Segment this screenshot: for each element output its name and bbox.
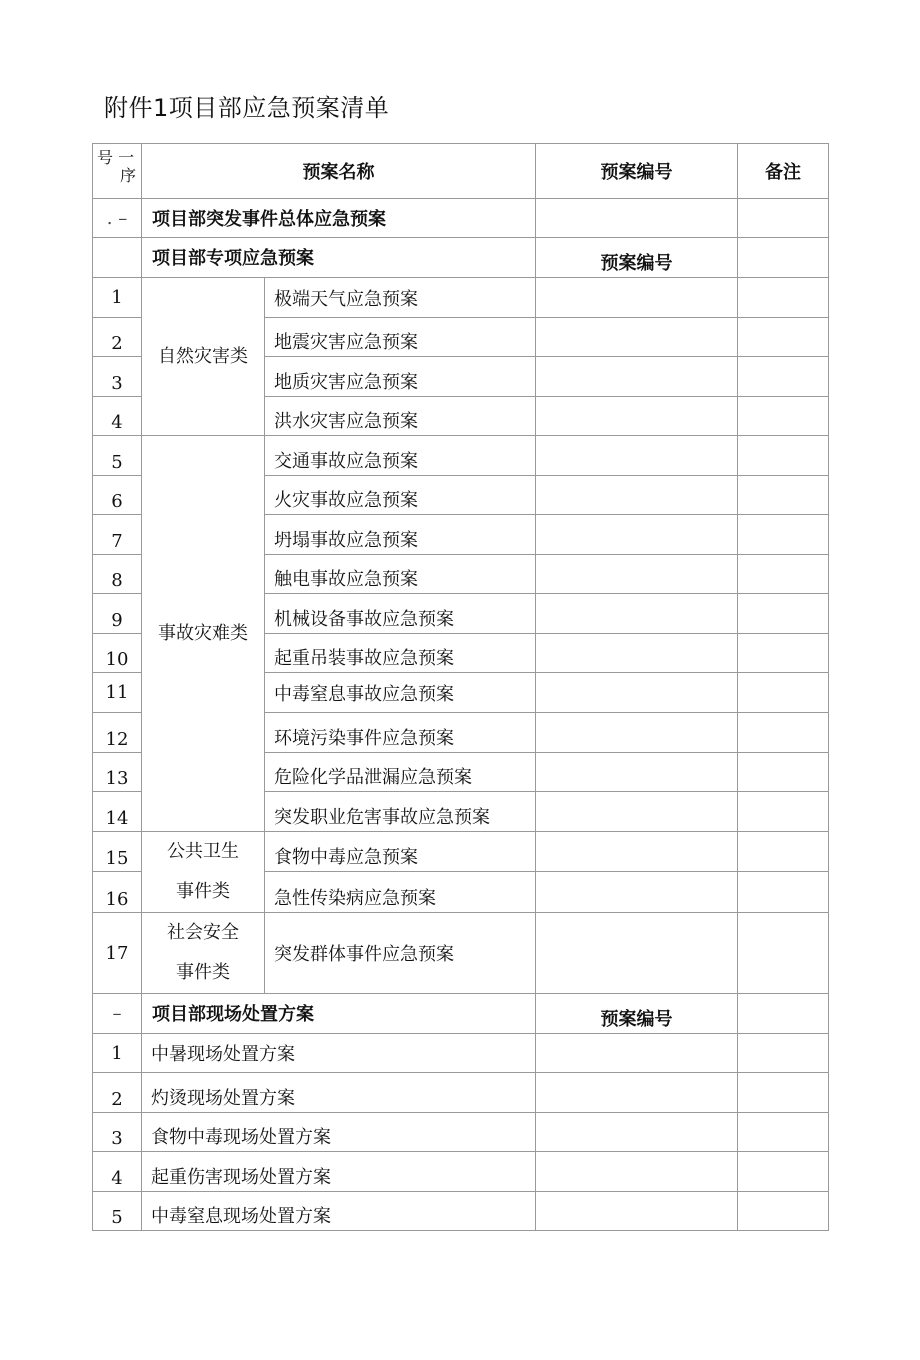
- plan-code-cell: [536, 436, 738, 476]
- plan-code-cell: [536, 713, 738, 753]
- plan-code-cell: [536, 1073, 738, 1113]
- row-seq: 1: [93, 278, 142, 318]
- plan-name: 交通事故应急预案: [265, 436, 536, 476]
- row-seq: 14: [93, 792, 142, 832]
- table-row: [93, 832, 829, 872]
- section-title: 项目部现场处置方案: [142, 994, 536, 1034]
- plan-name: 地质灾害应急预案: [265, 357, 536, 397]
- plan-code-cell: [536, 555, 738, 594]
- row-seq: 9: [93, 594, 142, 634]
- category-cell: 事故灾难类: [142, 436, 265, 832]
- table-row: [93, 913, 829, 994]
- plan-code-cell: [536, 673, 738, 713]
- row-seq: 15: [93, 832, 142, 872]
- plan-code-cell: [536, 515, 738, 555]
- row-seq: 4: [93, 397, 142, 436]
- note-cell: [738, 634, 829, 673]
- row-seq: 2: [93, 318, 142, 357]
- plan-name: 中暑现场处置方案: [142, 1034, 536, 1073]
- table-row: [93, 1034, 829, 1073]
- plan-code-cell: [536, 753, 738, 792]
- category-cell: [142, 832, 265, 913]
- section-title: 项目部突发事件总体应急预案: [142, 199, 536, 238]
- header-plan-code: 预案编号: [536, 144, 738, 199]
- note-cell: [738, 871, 829, 912]
- table-row: [93, 436, 829, 476]
- note-cell: [738, 713, 829, 753]
- note-cell: [738, 555, 829, 594]
- row-seq: 8: [93, 555, 142, 594]
- page-title: 附件1项目部应急预案清单: [104, 94, 390, 122]
- row-seq: 4: [93, 1152, 142, 1192]
- plan-name: 起重吊装事故应急预案: [265, 634, 536, 673]
- table-row: [93, 1192, 829, 1231]
- plan-code-cell: [536, 1034, 738, 1073]
- category-line: 事件类: [176, 962, 230, 983]
- plan-code-cell: [536, 476, 738, 515]
- row-seq: 16: [93, 871, 142, 912]
- plan-name: 急性传染病应急预案: [265, 871, 536, 912]
- plan-name: 极端天气应急预案: [265, 278, 536, 318]
- note-cell: [738, 1152, 829, 1192]
- table-header-row: [93, 144, 829, 199]
- plan-name: 地震灾害应急预案: [265, 318, 536, 357]
- note-cell: [738, 476, 829, 515]
- note-cell: [738, 1034, 829, 1073]
- plan-code-cell: [536, 278, 738, 318]
- section-row: [93, 994, 829, 1034]
- note-cell: [738, 594, 829, 634]
- note-cell: [738, 792, 829, 832]
- plan-code-cell: [536, 199, 738, 238]
- header-seq-top: 号 一: [97, 148, 135, 167]
- plan-code-cell: [536, 634, 738, 673]
- header-plan-name: 预案名称: [142, 144, 536, 199]
- section-row: [93, 238, 829, 278]
- row-seq: 10: [93, 634, 142, 673]
- plan-code-cell: [536, 357, 738, 397]
- row-seq: 5: [93, 1192, 142, 1231]
- category-cell: [142, 913, 265, 994]
- header-seq-bottom: 序: [120, 166, 137, 185]
- table-row: [93, 1113, 829, 1152]
- row-seq: 3: [93, 1113, 142, 1152]
- plan-code-cell: [536, 318, 738, 357]
- section-code-label: 预案编号: [536, 994, 738, 1034]
- note-cell: [738, 1192, 829, 1231]
- row-seq: 1: [93, 1034, 142, 1073]
- category-line: 社会安全: [167, 922, 239, 943]
- note-cell: [738, 238, 829, 278]
- note-cell: [738, 673, 829, 713]
- plan-name: 危险化学品泄漏应急预案: [265, 753, 536, 792]
- note-cell: [738, 753, 829, 792]
- plan-name: 坍塌事故应急预案: [265, 515, 536, 555]
- plan-code-cell: [536, 792, 738, 832]
- note-cell: [738, 832, 829, 872]
- category-line: 公共卫生: [167, 841, 239, 862]
- note-cell: [738, 1073, 829, 1113]
- category-line: 事件类: [176, 881, 230, 902]
- plan-name: 中毒窒息现场处置方案: [142, 1192, 536, 1231]
- note-cell: [738, 318, 829, 357]
- section-code-label: 预案编号: [536, 238, 738, 278]
- plan-name: 突发群体事件应急预案: [265, 913, 536, 994]
- header-note: 备注: [738, 144, 829, 199]
- table-row: [93, 1073, 829, 1113]
- row-seq: 3: [93, 357, 142, 397]
- table-row: [93, 1152, 829, 1192]
- plan-name: 洪水灾害应急预案: [265, 397, 536, 436]
- section-mark: –: [93, 994, 142, 1034]
- plan-name: 触电事故应急预案: [265, 555, 536, 594]
- plan-name: 环境污染事件应急预案: [265, 713, 536, 753]
- row-seq: 2: [93, 1073, 142, 1113]
- row-seq: 7: [93, 515, 142, 555]
- note-cell: [738, 357, 829, 397]
- note-cell: [738, 397, 829, 436]
- plan-name: 中毒窒息事故应急预案: [265, 673, 536, 713]
- plan-code-cell: [536, 594, 738, 634]
- section-row: [93, 199, 829, 238]
- note-cell: [738, 199, 829, 238]
- plan-code-cell: [536, 832, 738, 872]
- note-cell: [738, 1113, 829, 1152]
- table-row: [93, 278, 829, 318]
- plan-name: 食物中毒应急预案: [265, 832, 536, 872]
- plan-name: 机械设备事故应急预案: [265, 594, 536, 634]
- plan-name: 突发职业危害事故应急预案: [265, 792, 536, 832]
- note-cell: [738, 994, 829, 1034]
- row-seq: 11: [93, 673, 142, 713]
- plan-code-cell: [536, 1152, 738, 1192]
- row-seq: 13: [93, 753, 142, 792]
- plan-code-cell: [536, 1192, 738, 1231]
- plan-code-cell: [536, 913, 738, 994]
- plan-name: 火灾事故应急预案: [265, 476, 536, 515]
- header-seq: [93, 144, 142, 199]
- row-seq: 12: [93, 713, 142, 753]
- emergency-plan-table: [92, 143, 829, 1231]
- plan-name: 灼烫现场处置方案: [142, 1073, 536, 1113]
- category-cell: 自然灾害类: [142, 278, 265, 436]
- section-mark: . –: [93, 199, 142, 238]
- plan-code-cell: [536, 1113, 738, 1152]
- row-seq: 17: [93, 913, 142, 994]
- plan-name: 起重伤害现场处置方案: [142, 1152, 536, 1192]
- note-cell: [738, 913, 829, 994]
- section-title: 项目部专项应急预案: [142, 238, 536, 278]
- plan-code-cell: [536, 871, 738, 912]
- plan-code-cell: [536, 397, 738, 436]
- plan-name: 食物中毒现场处置方案: [142, 1113, 536, 1152]
- row-seq: 5: [93, 436, 142, 476]
- section-mark: [93, 238, 142, 278]
- note-cell: [738, 278, 829, 318]
- row-seq: 6: [93, 476, 142, 515]
- note-cell: [738, 515, 829, 555]
- note-cell: [738, 436, 829, 476]
